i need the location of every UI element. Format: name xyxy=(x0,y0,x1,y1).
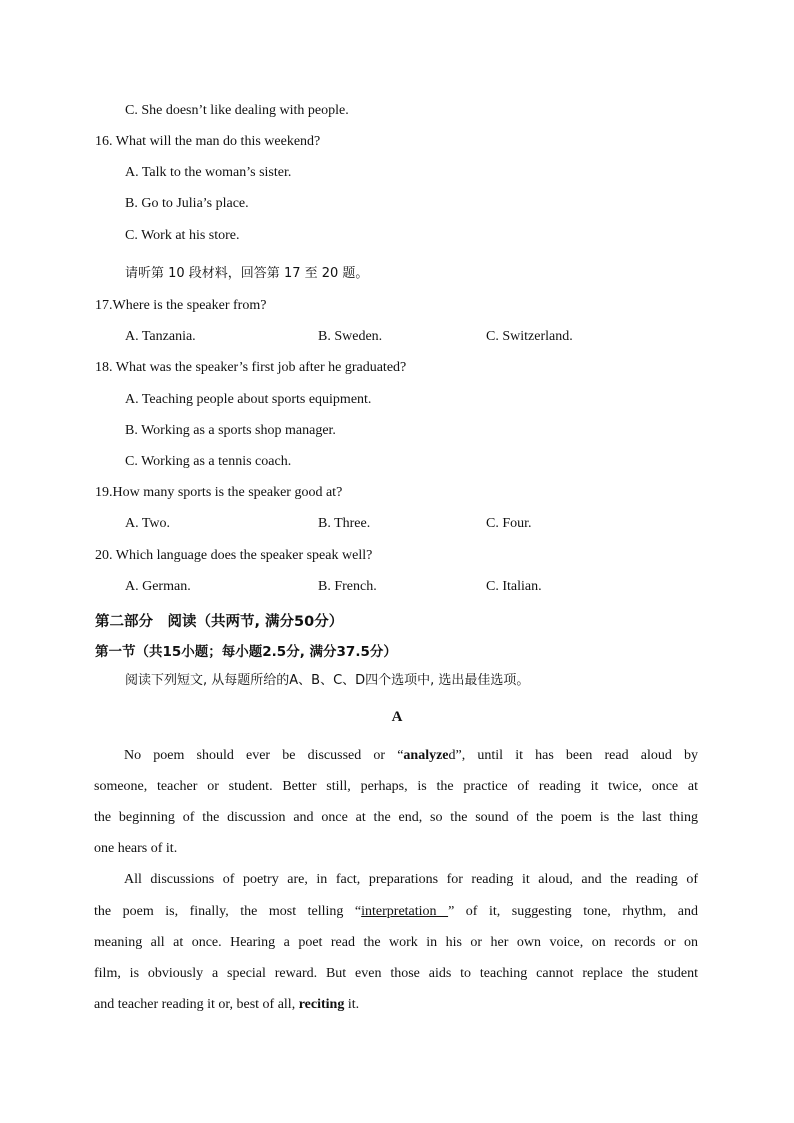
q18-question: 18. What was the speaker’s first job after he graduated? xyxy=(95,360,407,375)
q17-option-b: B. Sweden. xyxy=(318,329,383,344)
paragraph-1-line-2: someone, teacher or student. Better still, perhaps, is the practice of reading it twice, once at xyxy=(94,779,698,794)
emphasized-word: analyze xyxy=(403,748,449,763)
q19-option-b: B. Three. xyxy=(318,516,371,531)
underlined-word: interpretation xyxy=(361,904,449,919)
q19-option-a: A. Two. xyxy=(125,516,171,531)
q20-option-b: B. French. xyxy=(318,579,377,594)
reading-section-title: 第一节（共15小题；每小题2.5分, 满分37.5分） xyxy=(95,644,397,660)
q20-option-a: A. German. xyxy=(125,579,191,594)
paragraph-1-line-4: one hears of it. xyxy=(94,841,178,856)
emphasized-word-reciting: reciting xyxy=(298,997,345,1012)
q16-option-a: A. Talk to the woman’s sister. xyxy=(125,165,292,180)
q17-question: 17.Where is the speaker from? xyxy=(95,298,267,313)
paragraph-2-line-1: All discussions of poetry are, in fact, preparations for reading it aloud, and the reading of xyxy=(124,872,698,887)
q20-option-c: C. Italian. xyxy=(486,579,542,594)
q19-option-c: C. Four. xyxy=(486,516,532,531)
q17-option-c: C. Switzerland. xyxy=(486,329,573,344)
paragraph-2-line-4: film, is obviously a special reward. But even those aids to teaching cannot replace the student xyxy=(94,966,698,981)
q18-option-b: B. Working as a sports shop manager. xyxy=(125,423,336,438)
paragraph-2-line-2: the poem is, finally, the most telling “interpretation ” of it, suggesting tone, rhythm, and xyxy=(94,904,698,919)
paragraph-1-line-3: the beginning of the discussion and once at the end, so the sound of the poem is the last thing xyxy=(94,810,698,825)
q16-option-b: B. Go to Julia’s place. xyxy=(125,196,249,211)
reading-part-title: 第二部分 阅读（共两节, 满分50分） xyxy=(95,614,344,630)
listening-instruction-10: 请听第 10 段材料，回答第 17 至 20 题。 xyxy=(125,266,369,281)
q16-option-c: C. Work at his store. xyxy=(125,228,240,243)
q15-option-c: C. She doesn’t like dealing with people. xyxy=(125,103,349,118)
paragraph-1-line-1: No poem should ever be discussed or “analyzed”, until it has been read aloud by xyxy=(124,748,698,763)
q18-option-a: A. Teaching people about sports equipment. xyxy=(125,392,372,407)
q17-option-a: A. Tanzania. xyxy=(125,329,196,344)
reading-instruction: 阅读下列短文, 从每题所给的A、B、C、D四个选项中, 选出最佳选项。 xyxy=(125,673,530,688)
paragraph-2-line-5: and teacher reading it or, best of all, reciting it. xyxy=(94,997,360,1012)
q19-question: 19.How many sports is the speaker good at? xyxy=(95,485,343,500)
q20-question: 20. Which language does the speaker speak well? xyxy=(95,548,373,563)
q18-option-c: C. Working as a tennis coach. xyxy=(125,454,292,469)
passage-label: A xyxy=(391,709,403,725)
q16-question: 16. What will the man do this weekend? xyxy=(95,134,321,149)
paragraph-2-line-3: meaning all at once. Hearing a poet read the work in his or her own voice, on records or on xyxy=(94,935,698,950)
